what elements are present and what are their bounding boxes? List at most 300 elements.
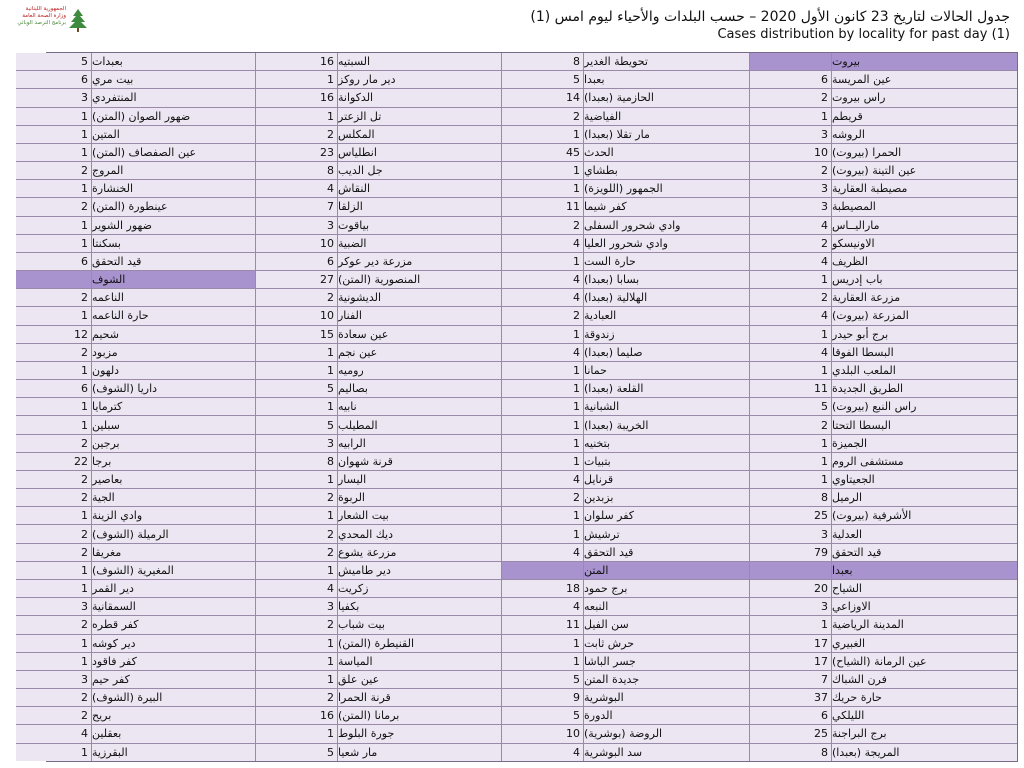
table-row bbox=[255, 53, 501, 70]
locality-name: النبعه bbox=[583, 598, 749, 615]
table-row bbox=[255, 670, 501, 688]
case-count: 4 bbox=[501, 544, 583, 561]
case-count: 5 bbox=[81, 55, 88, 69]
case-count: 6 bbox=[255, 253, 337, 270]
locality-name: بسكنتا bbox=[91, 235, 255, 252]
case-count: 25 bbox=[749, 725, 831, 742]
locality-name: مستشفى الروم bbox=[831, 453, 1017, 470]
case-count: 1 bbox=[255, 653, 337, 670]
locality-name: الدورة bbox=[583, 707, 749, 724]
locality-name: البقرزية bbox=[91, 744, 255, 761]
table-row bbox=[501, 506, 749, 524]
table-row bbox=[16, 234, 255, 252]
case-count: 11 bbox=[749, 380, 831, 397]
case-count: 37 bbox=[749, 689, 831, 706]
table-row bbox=[501, 53, 749, 70]
locality-name: قيد التحقق bbox=[831, 544, 1017, 561]
case-count: 17 bbox=[749, 635, 831, 652]
case-count: 1 bbox=[749, 362, 831, 379]
case-count: 1 bbox=[501, 398, 583, 415]
table-row bbox=[255, 724, 501, 742]
table-row bbox=[16, 216, 255, 234]
case-count: 3 bbox=[255, 435, 337, 452]
table-row bbox=[501, 379, 749, 397]
table-row bbox=[16, 724, 255, 742]
table-row bbox=[501, 306, 749, 324]
table-row bbox=[749, 397, 1017, 415]
table-row bbox=[749, 325, 1017, 343]
table-row bbox=[16, 125, 255, 143]
table-row bbox=[501, 397, 749, 415]
table-row bbox=[16, 379, 255, 397]
case-count: 3 bbox=[255, 598, 337, 615]
table-row bbox=[749, 434, 1017, 452]
locality-name: الربوة bbox=[337, 489, 501, 506]
table-row bbox=[255, 506, 501, 524]
locality-name: عين الرمانة (الشياح) bbox=[831, 653, 1017, 670]
table-row bbox=[501, 706, 749, 724]
locality-name: المزرعة (بيروت) bbox=[831, 307, 1017, 324]
table-row bbox=[749, 524, 1017, 542]
locality-name: برج أبو حيدر bbox=[831, 326, 1017, 343]
locality-name: برج البراجنة bbox=[831, 725, 1017, 742]
locality-name: الليلكي bbox=[831, 707, 1017, 724]
region-name: المتن bbox=[583, 562, 749, 579]
case-count: 2 bbox=[81, 345, 88, 359]
case-count: 1 bbox=[255, 344, 337, 361]
locality-name: الجمهور (اللويزة) bbox=[583, 180, 749, 197]
table-row bbox=[255, 216, 501, 234]
locality-name: الرابيه bbox=[337, 435, 501, 452]
case-count: 8 bbox=[749, 489, 831, 506]
table-row bbox=[501, 415, 749, 433]
table-row bbox=[16, 53, 255, 70]
case-count: 4 bbox=[501, 471, 583, 488]
locality-name: الديشونية bbox=[337, 289, 501, 306]
case-count: 2 bbox=[749, 162, 831, 179]
table-row bbox=[501, 652, 749, 670]
case-count: 22 bbox=[74, 454, 88, 468]
case-count: 1 bbox=[255, 562, 337, 579]
case-count: 2 bbox=[255, 689, 337, 706]
case-count: 2 bbox=[81, 545, 88, 559]
table-row bbox=[501, 161, 749, 179]
table-row bbox=[16, 143, 255, 161]
case-count: 1 bbox=[255, 671, 337, 688]
table-row bbox=[16, 634, 255, 652]
case-count bbox=[749, 53, 831, 70]
locality-name: المريجة (بعبدا) bbox=[831, 744, 1017, 761]
table-row bbox=[255, 125, 501, 143]
case-count: 1 bbox=[749, 271, 831, 288]
table-row bbox=[501, 270, 749, 288]
locality-name: جديدة المتن bbox=[583, 671, 749, 688]
case-count: 15 bbox=[255, 326, 337, 343]
locality-name: روميه bbox=[337, 362, 501, 379]
locality-name: السمقانية bbox=[91, 598, 255, 615]
case-count: 2 bbox=[81, 709, 88, 723]
locality-name: سد البوشرية bbox=[583, 744, 749, 761]
case-count: 1 bbox=[501, 435, 583, 452]
case-count: 27 bbox=[255, 271, 337, 288]
case-count: 1 bbox=[749, 471, 831, 488]
locality-name: قرنة شهوان bbox=[337, 453, 501, 470]
locality-name: المروج bbox=[91, 162, 255, 179]
locality-name: المصيطبة bbox=[831, 198, 1017, 215]
locality-name: الفياضية bbox=[583, 108, 749, 125]
case-count: 1 bbox=[255, 71, 337, 88]
locality-name: البسطا التحتا bbox=[831, 416, 1017, 433]
locality-name: عين نجم bbox=[337, 344, 501, 361]
case-count: 1 bbox=[749, 326, 831, 343]
table-row bbox=[16, 597, 255, 615]
locality-name: كفر سلوان bbox=[583, 507, 749, 524]
locality-name: الجعيتاوي bbox=[831, 471, 1017, 488]
case-count: 23 bbox=[255, 144, 337, 161]
table-row bbox=[501, 288, 749, 306]
locality-name: قرنايل bbox=[583, 471, 749, 488]
locality-name: بريح bbox=[91, 707, 255, 724]
table-row bbox=[16, 706, 255, 724]
table-row bbox=[255, 306, 501, 324]
locality-name: المتين bbox=[91, 126, 255, 143]
table-row bbox=[255, 470, 501, 488]
title-arabic: جدول الحالات لتاريخ 23 كانون الأول 2020 – حسب البلدات والأحياء ليوم امس (1) bbox=[530, 9, 1010, 25]
locality-name: عين الصفصاف (المتن) bbox=[91, 144, 255, 161]
case-count: 14 bbox=[501, 89, 583, 106]
table-row bbox=[749, 488, 1017, 506]
table-row bbox=[749, 306, 1017, 324]
locality-name: عين سعادة bbox=[337, 326, 501, 343]
locality-name: داريا (الشوف) bbox=[91, 380, 255, 397]
table-row bbox=[255, 434, 501, 452]
case-count: 1 bbox=[81, 127, 88, 141]
table-row bbox=[749, 161, 1017, 179]
region-header-row bbox=[749, 561, 1017, 579]
locality-name: بعبدات bbox=[91, 53, 255, 70]
table-block-2 bbox=[501, 53, 749, 761]
table-row bbox=[501, 670, 749, 688]
table-row bbox=[749, 543, 1017, 561]
table-row bbox=[255, 597, 501, 615]
locality-name: مصيطبة العقارية bbox=[831, 180, 1017, 197]
locality-name: الشبانية bbox=[583, 398, 749, 415]
locality-name: وادي شحرور العليا bbox=[583, 235, 749, 252]
table-row bbox=[255, 88, 501, 106]
table-row bbox=[16, 325, 255, 343]
locality-name: الحدث bbox=[583, 144, 749, 161]
table-row bbox=[749, 379, 1017, 397]
case-count: 2 bbox=[255, 616, 337, 633]
table-row bbox=[501, 452, 749, 470]
locality-name: الرميلة (الشوف) bbox=[91, 525, 255, 542]
case-count bbox=[501, 562, 583, 579]
region-name: بعبدا bbox=[831, 562, 1017, 579]
locality-name: السبتيه bbox=[337, 53, 501, 70]
locality-name: حارة حريك bbox=[831, 689, 1017, 706]
table-row bbox=[16, 688, 255, 706]
case-count: 25 bbox=[749, 507, 831, 524]
locality-name: عينطورة (المتن) bbox=[91, 198, 255, 215]
table-row bbox=[16, 543, 255, 561]
case-count: 4 bbox=[501, 271, 583, 288]
case-count: 3 bbox=[81, 91, 88, 105]
case-count: 3 bbox=[749, 126, 831, 143]
table-row bbox=[749, 506, 1017, 524]
locality-name: بسابا (بعبدا) bbox=[583, 271, 749, 288]
table-row bbox=[749, 743, 1017, 761]
table-row bbox=[749, 216, 1017, 234]
locality-name: مزرعة دير عوكر bbox=[337, 253, 501, 270]
locality-name: عين المريسة bbox=[831, 71, 1017, 88]
case-count: 4 bbox=[255, 580, 337, 597]
table-row bbox=[16, 415, 255, 433]
table-row bbox=[749, 670, 1017, 688]
case-count: 1 bbox=[501, 453, 583, 470]
case-count: 10 bbox=[501, 725, 583, 742]
case-count: 5 bbox=[255, 416, 337, 433]
locality-name: مزبود bbox=[91, 344, 255, 361]
locality-name: دير طاميش bbox=[337, 562, 501, 579]
case-count bbox=[16, 271, 91, 288]
locality-name: بزبدين bbox=[583, 489, 749, 506]
locality-name: برمانا (المتن) bbox=[337, 707, 501, 724]
case-count: 2 bbox=[81, 164, 88, 178]
table-row bbox=[255, 415, 501, 433]
case-count: 12 bbox=[74, 327, 88, 341]
table-row bbox=[16, 470, 255, 488]
locality-name: كفر قطره bbox=[91, 616, 255, 633]
locality-name: قيد التحقق bbox=[583, 544, 749, 561]
table-row bbox=[749, 724, 1017, 742]
case-count: 7 bbox=[255, 198, 337, 215]
locality-name: زكريت bbox=[337, 580, 501, 597]
case-count: 3 bbox=[749, 525, 831, 542]
table-row bbox=[16, 579, 255, 597]
case-count: 2 bbox=[255, 126, 337, 143]
table-row bbox=[749, 234, 1017, 252]
table-row bbox=[16, 107, 255, 125]
case-count: 2 bbox=[749, 416, 831, 433]
case-count: 1 bbox=[501, 507, 583, 524]
case-count: 1 bbox=[501, 180, 583, 197]
table-row bbox=[501, 107, 749, 125]
table-row bbox=[501, 325, 749, 343]
case-count: 1 bbox=[501, 253, 583, 270]
case-count: 4 bbox=[255, 180, 337, 197]
locality-name: الحازمية (بعبدا) bbox=[583, 89, 749, 106]
case-count: 3 bbox=[749, 198, 831, 215]
locality-name: البسطا الفوقا bbox=[831, 344, 1017, 361]
locality-name: كفر شيما bbox=[583, 198, 749, 215]
locality-name: بيت الشعار bbox=[337, 507, 501, 524]
case-count: 1 bbox=[81, 236, 88, 250]
table-row bbox=[16, 343, 255, 361]
table-row bbox=[255, 288, 501, 306]
cases-table bbox=[46, 52, 1018, 762]
table-row bbox=[255, 615, 501, 633]
table-row bbox=[16, 361, 255, 379]
table-row bbox=[501, 488, 749, 506]
locality-name: المنتفردي bbox=[91, 89, 255, 106]
locality-name: بيت شباب bbox=[337, 616, 501, 633]
case-count: 1 bbox=[81, 309, 88, 323]
case-count bbox=[749, 562, 831, 579]
locality-name: صليما (بعبدا) bbox=[583, 344, 749, 361]
locality-name: بطشاي bbox=[583, 162, 749, 179]
table-row bbox=[16, 488, 255, 506]
table-row bbox=[501, 543, 749, 561]
table-row bbox=[749, 688, 1017, 706]
locality-name: كفر فاقود bbox=[91, 653, 255, 670]
locality-name: الطريق الجديدة bbox=[831, 380, 1017, 397]
case-count: 2 bbox=[501, 489, 583, 506]
table-row bbox=[749, 634, 1017, 652]
case-count: 5 bbox=[501, 71, 583, 88]
locality-name: جورة البلوط bbox=[337, 725, 501, 742]
table-row bbox=[749, 70, 1017, 88]
table-row bbox=[16, 434, 255, 452]
case-count: 8 bbox=[255, 162, 337, 179]
case-count: 3 bbox=[81, 600, 88, 614]
locality-name: الجية bbox=[91, 489, 255, 506]
ministry-logo bbox=[6, 6, 88, 36]
region-header-row bbox=[749, 53, 1017, 70]
region-header-row bbox=[501, 561, 749, 579]
case-count: 11 bbox=[501, 616, 583, 633]
table-row bbox=[501, 361, 749, 379]
case-count: 1 bbox=[81, 745, 88, 759]
table-row bbox=[255, 488, 501, 506]
case-count: 1 bbox=[81, 364, 88, 377]
logo-line-1: الجمهورية اللبنانية bbox=[25, 6, 66, 12]
table-row bbox=[749, 452, 1017, 470]
logo-text bbox=[6, 6, 66, 27]
case-count: 8 bbox=[749, 744, 831, 761]
table-row bbox=[501, 252, 749, 270]
table-row bbox=[501, 125, 749, 143]
locality-name: بعقلين bbox=[91, 725, 255, 742]
locality-name: زندوقة bbox=[583, 326, 749, 343]
locality-name: الروضة (بوشرية) bbox=[583, 725, 749, 742]
case-count: 1 bbox=[501, 525, 583, 542]
case-count: 16 bbox=[255, 89, 337, 106]
table-row bbox=[501, 197, 749, 215]
locality-name: بياقوت bbox=[337, 217, 501, 234]
case-count: 4 bbox=[501, 289, 583, 306]
case-count: 6 bbox=[81, 73, 88, 87]
table-row bbox=[501, 634, 749, 652]
locality-name: بتخنيه bbox=[583, 435, 749, 452]
table-row bbox=[255, 579, 501, 597]
table-row bbox=[749, 470, 1017, 488]
case-count: 1 bbox=[255, 108, 337, 125]
region-name: الشوف bbox=[91, 271, 255, 288]
cedar-icon bbox=[68, 8, 88, 32]
locality-name: بصاليم bbox=[337, 380, 501, 397]
locality-name: اليسار bbox=[337, 471, 501, 488]
table-row bbox=[255, 252, 501, 270]
locality-name: شحيم bbox=[91, 326, 255, 343]
table-row bbox=[16, 306, 255, 324]
table-row bbox=[16, 561, 255, 579]
table-row bbox=[749, 125, 1017, 143]
table-row bbox=[749, 579, 1017, 597]
table-row bbox=[501, 234, 749, 252]
table-row bbox=[255, 524, 501, 542]
table-row bbox=[255, 70, 501, 88]
locality-name: حارة الناعمه bbox=[91, 307, 255, 324]
locality-name: المطيلب bbox=[337, 416, 501, 433]
locality-name: الخريبة (بعبدا) bbox=[583, 416, 749, 433]
locality-name: البوشرية bbox=[583, 689, 749, 706]
case-count: 2 bbox=[81, 527, 88, 541]
case-count: 1 bbox=[81, 563, 88, 577]
table-row bbox=[749, 179, 1017, 197]
case-count: 1 bbox=[81, 109, 88, 123]
case-count: 6 bbox=[749, 71, 831, 88]
table-row bbox=[255, 543, 501, 561]
table-row bbox=[749, 270, 1017, 288]
title-english: Cases distribution by locality for past day (1) bbox=[717, 27, 1010, 42]
locality-name: مار شعيا bbox=[337, 744, 501, 761]
table-row bbox=[501, 470, 749, 488]
case-count: 10 bbox=[255, 235, 337, 252]
table-row bbox=[501, 88, 749, 106]
table-row bbox=[749, 706, 1017, 724]
locality-name: راس النبع (بيروت) bbox=[831, 398, 1017, 415]
case-count: 5 bbox=[749, 398, 831, 415]
case-count: 4 bbox=[501, 744, 583, 761]
case-count: 79 bbox=[749, 544, 831, 561]
case-count: 10 bbox=[255, 307, 337, 324]
case-count: 2 bbox=[81, 200, 88, 214]
locality-name: عين علق bbox=[337, 671, 501, 688]
table-row bbox=[501, 615, 749, 633]
table-row bbox=[501, 724, 749, 742]
locality-name: حرش ثابت bbox=[583, 635, 749, 652]
case-count: 2 bbox=[81, 618, 88, 632]
locality-name: الاونيسكو bbox=[831, 235, 1017, 252]
locality-name: انطلياس bbox=[337, 144, 501, 161]
case-count: 1 bbox=[255, 362, 337, 379]
table-block-1 bbox=[749, 53, 1017, 761]
table-row bbox=[16, 70, 255, 88]
case-count: 20 bbox=[749, 580, 831, 597]
case-count: 1 bbox=[501, 416, 583, 433]
case-count: 5 bbox=[501, 671, 583, 688]
table-row bbox=[749, 415, 1017, 433]
locality-name: نابيه bbox=[337, 398, 501, 415]
table-row bbox=[255, 179, 501, 197]
table-row bbox=[501, 70, 749, 88]
locality-name: بعبدا bbox=[583, 71, 749, 88]
table-row bbox=[16, 197, 255, 215]
locality-name: دير مار روكز bbox=[337, 71, 501, 88]
table-block-4 bbox=[16, 53, 255, 761]
case-count: 1 bbox=[81, 418, 88, 432]
locality-name: جسر الباشا bbox=[583, 653, 749, 670]
locality-name: دلهون bbox=[91, 362, 255, 379]
locality-name: المنصورية (المتن) bbox=[337, 271, 501, 288]
locality-name: ترشيش bbox=[583, 525, 749, 542]
case-count: 2 bbox=[255, 544, 337, 561]
table-row bbox=[255, 143, 501, 161]
case-count: 4 bbox=[501, 598, 583, 615]
locality-name: ضهور الصوان (المتن) bbox=[91, 108, 255, 125]
locality-name: حمانا bbox=[583, 362, 749, 379]
locality-name: مزرعة يشوع bbox=[337, 544, 501, 561]
